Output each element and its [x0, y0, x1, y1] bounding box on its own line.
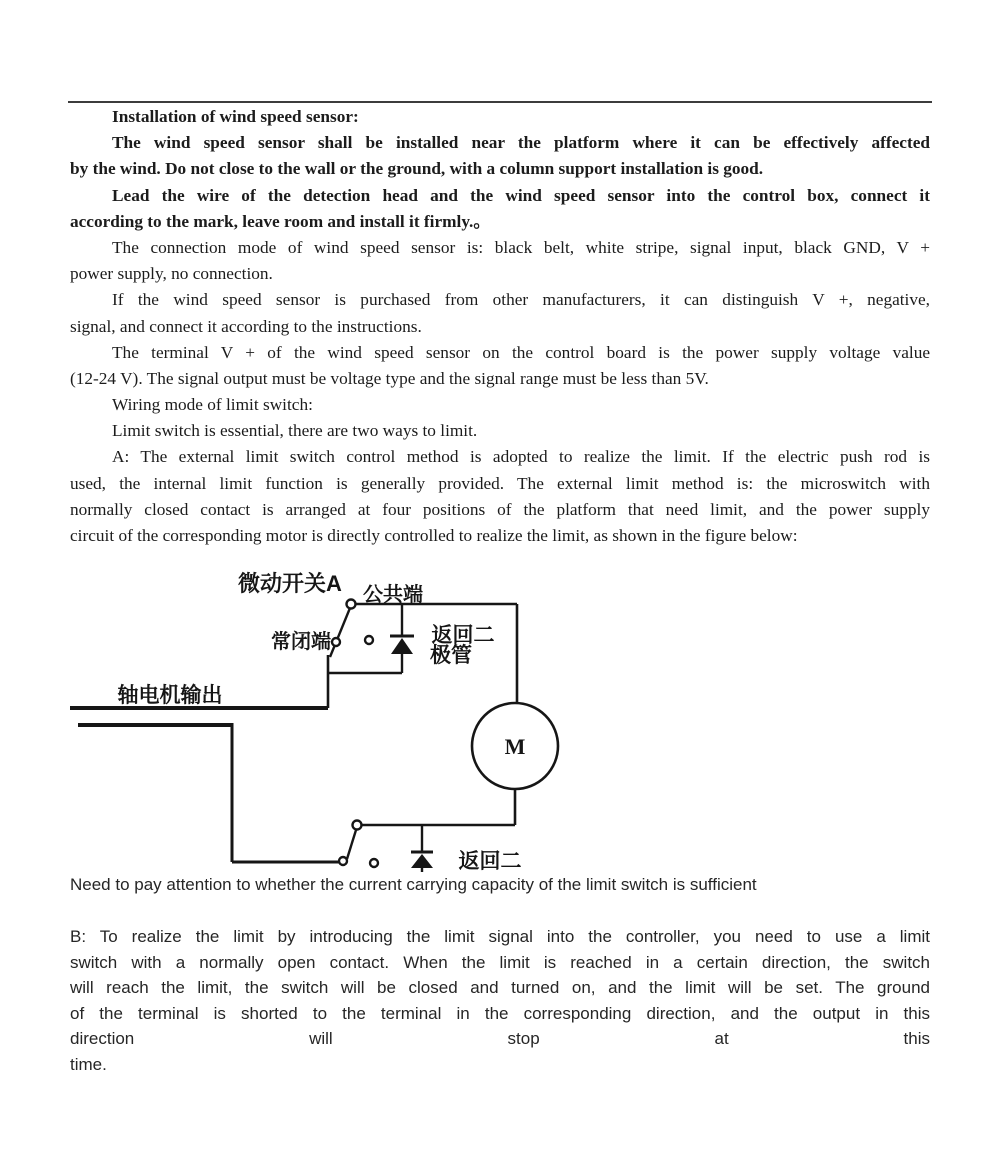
text-line: Wiring mode of limit switch:	[112, 395, 313, 415]
switch-a-common-contact	[347, 600, 356, 609]
note-line: Need to pay attention to whether the current carrying capacity of the limit switch is sufficient	[70, 875, 757, 894]
text-line: by the wind. Do not close to the wall or the ground, with a column support installation is good.	[70, 159, 764, 179]
text-line: switch with a normally open contact. When the limit is reached in a certain direction, the switch	[70, 952, 930, 972]
switch-b-nc-contact	[339, 857, 347, 865]
text-line: The terminal V + of the wind speed sensor on the control board is the power supply voltage value	[112, 342, 930, 362]
paragraph-b	[70, 924, 930, 1078]
text-line: The wind speed sensor shall be installed near the platform where it can be effectively affected	[112, 133, 930, 153]
switch-a-blade	[330, 608, 350, 657]
diode-b-triangle	[411, 854, 433, 868]
return-diode-b-label: 返回二	[458, 850, 522, 872]
text-line: normally closed contact is arranged at four positions of the platform that need limit, and the power supply	[70, 499, 930, 519]
switch-a-no-contact	[365, 636, 373, 644]
normally-closed-terminal-label: 常闭端	[271, 631, 331, 653]
text-line: (12-24 V). The signal output must be voltage type and the signal range must be less than 5V.	[70, 368, 709, 388]
header-rule	[68, 101, 932, 103]
text-line: Installation of wind speed sensor:	[112, 107, 359, 126]
text-line: will reach the limit, the switch will be closed and turned on, and the limit will be set. The ground	[70, 978, 930, 998]
return-diode-label-line2: 极管	[430, 644, 472, 667]
text-line: Limit switch is essential, there are two ways to limit.	[112, 421, 478, 441]
text-line: signal, and connect it according to the instructions.	[70, 316, 422, 336]
motor-label: M	[504, 734, 526, 759]
return-diode-label-line1: 返回二	[431, 624, 495, 647]
limit-switch-wiring-diagram	[60, 560, 580, 872]
text-line: The connection mode of wind speed sensor is: black belt, white stripe, signal input, black GND, V +	[112, 237, 930, 257]
switch-b-common-contact	[353, 821, 362, 830]
text-line: direction will stop at this	[70, 1029, 930, 1049]
text-line: time.	[70, 1054, 107, 1074]
text-line: according to the mark, leave room and install it firmly.。	[70, 211, 491, 231]
text-line: A: The external limit switch control method is adopted to realize the limit. If the electric push rod is	[112, 447, 930, 467]
serif-text-block	[70, 104, 930, 549]
diode-a-triangle	[391, 638, 413, 654]
text-line: If the wind speed sensor is purchased from other manufacturers, it can distinguish V +, negative,	[112, 290, 930, 310]
text-line: circuit of the corresponding motor is directly controlled to realize the limit, as shown in the figure below:	[70, 526, 798, 545]
switch-b-blade	[347, 830, 356, 859]
text-line: Lead the wire of the detection head and the wind speed sensor into the control box, connect it	[112, 185, 930, 205]
common-terminal-label: 公共端	[363, 584, 423, 606]
text-line: power supply, no connection.	[70, 264, 273, 284]
text-line: of the terminal is shorted to the terminal in the corresponding direction, and the output in this	[70, 1003, 930, 1023]
micro-switch-a-label: 微动开关A	[238, 571, 342, 596]
text-line: used, the internal limit function is generally provided. The external limit method is: the microswitch with	[70, 473, 930, 493]
switch-b-no-contact	[370, 859, 378, 867]
text-line: B: To realize the limit by introducing the limit signal into the controller, you need to use a limit	[70, 927, 930, 946]
axis-motor-output-label: 轴电机输出	[117, 684, 223, 707]
switch-a-nc-contact	[332, 638, 340, 646]
